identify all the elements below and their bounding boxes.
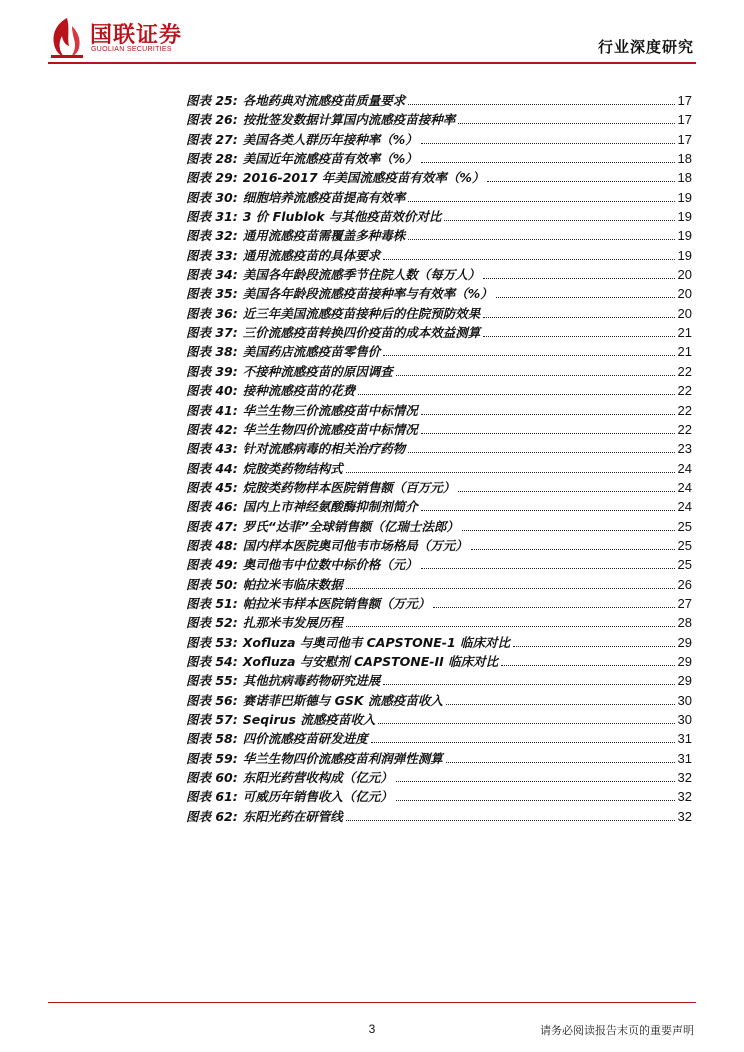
toc-dot-leader bbox=[383, 684, 674, 685]
toc-entry-title: 四价流感疫苗研发进度 bbox=[242, 731, 368, 747]
toc-entry-page: 32 bbox=[677, 770, 692, 786]
toc-entry-label: 图表 50: bbox=[186, 576, 238, 592]
toc-entry-page: 20 bbox=[677, 305, 692, 321]
company-logo bbox=[48, 16, 198, 58]
toc-entry-page: 22 bbox=[677, 421, 692, 437]
toc-entry-page: 29 bbox=[677, 673, 692, 689]
toc-entry[interactable] bbox=[186, 362, 692, 381]
toc-entry-title: 华兰生物四价流感疫苗中标情况 bbox=[242, 421, 418, 437]
toc-entry[interactable] bbox=[186, 110, 692, 129]
toc-dot-leader bbox=[396, 800, 675, 801]
toc-entry[interactable] bbox=[186, 304, 692, 323]
toc-entry-label: 图表 32: bbox=[186, 228, 238, 244]
toc-entry-page: 32 bbox=[677, 789, 692, 805]
toc-dot-leader bbox=[421, 510, 675, 511]
toc-entry[interactable] bbox=[186, 342, 692, 361]
toc-entry-page: 30 bbox=[677, 692, 692, 708]
toc-entry-label: 图表 49: bbox=[186, 557, 238, 573]
toc-dot-leader bbox=[383, 259, 674, 260]
toc-entry[interactable] bbox=[186, 168, 692, 187]
toc-entry[interactable] bbox=[186, 459, 692, 478]
toc-entry-title: 东阳光药在研管线 bbox=[242, 808, 343, 824]
toc-dot-leader bbox=[483, 317, 674, 318]
toc-entry[interactable] bbox=[186, 517, 692, 536]
toc-entry[interactable] bbox=[186, 768, 692, 787]
toc-entry[interactable] bbox=[186, 439, 692, 458]
toc-dot-leader bbox=[421, 568, 675, 569]
toc-entry-label: 图表 61: bbox=[186, 789, 238, 805]
toc-entry-title: 东阳光药营收构成（亿元） bbox=[242, 770, 393, 786]
toc-entry-label: 图表 39: bbox=[186, 363, 238, 379]
toc-entry-title: Seqirus 流感疫苗收入 bbox=[242, 712, 376, 727]
toc-entry-page: 19 bbox=[677, 228, 692, 244]
toc-dot-leader bbox=[446, 762, 675, 763]
toc-dot-leader bbox=[462, 530, 675, 531]
toc-entry-label: 图表 31: bbox=[186, 209, 238, 225]
toc-entry-label: 图表 47: bbox=[186, 518, 238, 534]
toc-entry-page: 24 bbox=[677, 460, 692, 476]
toc-entry-title: 3 价 Flublok 与其他疫苗效价对比 bbox=[242, 209, 442, 225]
toc-entry-label: 图表 37: bbox=[186, 325, 238, 341]
toc-entry-label: 图表 42: bbox=[186, 421, 238, 437]
toc-entry-label: 图表 44: bbox=[186, 460, 238, 476]
toc-entry-title: 美国各年龄段流感季节住院人数（每万人） bbox=[242, 267, 481, 283]
toc-entry-label: 图表 33: bbox=[186, 247, 238, 263]
toc-entry-page: 19 bbox=[677, 209, 692, 225]
toc-entry-title: 华兰生物四价流感疫苗利润弹性测算 bbox=[242, 750, 443, 766]
toc-dot-leader bbox=[458, 491, 674, 492]
toc-entry-title: Xofluza 与安慰剂 CAPSTONE-II 临床对比 bbox=[242, 653, 499, 669]
toc-entry-page: 24 bbox=[677, 479, 692, 495]
toc-entry-label: 图表 48: bbox=[186, 537, 238, 553]
toc-dot-leader bbox=[496, 297, 675, 298]
toc-dot-leader bbox=[421, 162, 675, 163]
toc-dot-leader bbox=[408, 104, 674, 105]
toc-entry-title: 可威历年销售收入（亿元） bbox=[242, 789, 393, 805]
toc-entry-title: 不接种流感疫苗的原因调查 bbox=[242, 363, 393, 379]
toc-dot-leader bbox=[346, 472, 675, 473]
toc-dot-leader bbox=[458, 123, 674, 124]
toc-entry[interactable] bbox=[186, 91, 692, 110]
toc-entry-page: 26 bbox=[677, 576, 692, 592]
toc-entry-page: 17 bbox=[677, 112, 692, 128]
toc-entry-title: 赛诺菲巴斯德与 GSK 流感疫苗收入 bbox=[242, 692, 443, 708]
toc-entry-page: 22 bbox=[677, 402, 692, 418]
toc-entry[interactable] bbox=[186, 149, 692, 168]
toc-entry-title: 华兰生物三价流感疫苗中标情况 bbox=[242, 402, 418, 418]
toc-entry-label: 图表 40: bbox=[186, 383, 238, 399]
toc-entry-page: 29 bbox=[677, 634, 692, 650]
toc-dot-leader bbox=[487, 181, 674, 182]
toc-entry-page: 30 bbox=[677, 712, 692, 727]
toc-entry-label: 图表 45: bbox=[186, 479, 238, 495]
toc-entry[interactable] bbox=[186, 246, 692, 265]
toc-dot-leader bbox=[378, 723, 674, 724]
toc-entry-page: 21 bbox=[677, 344, 692, 360]
toc-entry[interactable] bbox=[186, 323, 692, 342]
toc-entry-label: 图表 38: bbox=[186, 344, 238, 360]
toc-entry[interactable] bbox=[186, 710, 692, 729]
toc-entry-label: 图表 35: bbox=[186, 286, 238, 302]
toc-entry-page: 25 bbox=[677, 537, 692, 553]
toc-entry[interactable] bbox=[186, 478, 692, 497]
toc-entry-label: 图表 46: bbox=[186, 499, 238, 515]
toc-entry-page: 27 bbox=[677, 595, 692, 611]
toc-dot-leader bbox=[421, 414, 675, 415]
toc-entry[interactable] bbox=[186, 284, 692, 303]
toc-dot-leader bbox=[396, 375, 675, 376]
toc-dot-leader bbox=[358, 394, 674, 395]
toc-entry[interactable] bbox=[186, 226, 692, 245]
toc-entry-page: 18 bbox=[677, 151, 692, 167]
toc-entry-label: 图表 29: bbox=[186, 170, 238, 186]
toc-dot-leader bbox=[346, 626, 675, 627]
toc-dot-leader bbox=[446, 704, 675, 705]
toc-dot-leader bbox=[471, 549, 675, 550]
toc-dot-leader bbox=[483, 336, 674, 337]
toc-entry-label: 图表 54: bbox=[186, 653, 238, 669]
toc-entry-page: 19 bbox=[677, 247, 692, 263]
toc-dot-leader bbox=[483, 278, 674, 279]
toc-entry-title: 扎那米韦发展历程 bbox=[242, 615, 343, 631]
toc-dot-leader bbox=[346, 820, 675, 821]
toc-entry-label: 图表 58: bbox=[186, 731, 238, 747]
toc-entry-page: 28 bbox=[677, 615, 692, 631]
toc-entry[interactable] bbox=[186, 420, 692, 439]
toc-entry-title: 2016-2017 年美国流感疫苗有效率（%） bbox=[242, 170, 485, 186]
toc-entry-title: Xofluza 与奥司他韦 CAPSTONE-1 临床对比 bbox=[242, 634, 511, 650]
toc-entry[interactable] bbox=[186, 575, 692, 594]
toc-entry-label: 图表 30: bbox=[186, 189, 238, 205]
footer-divider bbox=[48, 1002, 696, 1003]
toc-entry-page: 24 bbox=[677, 499, 692, 515]
toc-dot-leader bbox=[444, 220, 674, 221]
toc-entry-title: 近三年美国流感疫苗接种后的住院预防效果 bbox=[242, 305, 481, 321]
toc-entry-page: 20 bbox=[677, 286, 692, 302]
toc-entry[interactable] bbox=[186, 691, 692, 710]
toc-entry-title: 通用流感疫苗需覆盖多种毒株 bbox=[242, 228, 406, 244]
toc-entry-label: 图表 25: bbox=[186, 93, 238, 108]
toc-dot-leader bbox=[513, 646, 675, 647]
toc-entry-title: 通用流感疫苗的具体要求 bbox=[242, 247, 381, 263]
toc-entry-page: 31 bbox=[677, 750, 692, 766]
toc-dot-leader bbox=[421, 433, 675, 434]
toc-entry-label: 图表 55: bbox=[186, 673, 238, 689]
toc-entry-page: 31 bbox=[677, 731, 692, 747]
toc-entry-page: 22 bbox=[677, 363, 692, 379]
toc-dot-leader bbox=[501, 665, 674, 666]
toc-entry-page: 18 bbox=[677, 170, 692, 186]
toc-entry-title: 细胞培养流感疫苗提高有效率 bbox=[242, 189, 406, 205]
toc-entry-title: 国内样本医院奥司他韦市场格局（万元） bbox=[242, 537, 468, 553]
toc-dot-leader bbox=[346, 588, 675, 589]
toc-entry-title: 帕拉米韦临床数据 bbox=[242, 576, 343, 592]
toc-entry[interactable] bbox=[186, 265, 692, 284]
toc-entry[interactable] bbox=[186, 594, 692, 613]
toc-entry-label: 图表 52: bbox=[186, 615, 238, 631]
report-type: 行业深度研究 bbox=[597, 38, 694, 56]
toc-entry[interactable] bbox=[186, 207, 692, 226]
toc-entry-page: 32 bbox=[677, 808, 692, 824]
header-divider bbox=[48, 62, 696, 64]
toc-entry-label: 图表 57: bbox=[186, 712, 238, 727]
toc-entry-title: 美国各类人群历年接种率（%） bbox=[242, 131, 418, 147]
toc-entry-title: 奥司他韦中位数中标价格（元） bbox=[242, 557, 418, 573]
toc-entry-label: 图表 28: bbox=[186, 151, 238, 167]
toc-entry[interactable] bbox=[186, 652, 692, 671]
toc-dot-leader bbox=[408, 452, 674, 453]
toc-entry-title: 针对流感病毒的相关治疗药物 bbox=[242, 441, 406, 457]
logo-english-name: GUOLIAN SECURITIES bbox=[91, 46, 172, 53]
toc-entry-page: 25 bbox=[677, 518, 692, 534]
toc-entry[interactable] bbox=[186, 555, 692, 574]
toc-dot-leader bbox=[408, 201, 674, 202]
toc-dot-leader bbox=[383, 355, 674, 356]
toc-entry-title: 各地药典对流感疫苗质量要求 bbox=[242, 93, 406, 108]
toc-entry-label: 图表 62: bbox=[186, 808, 238, 824]
toc-entry[interactable] bbox=[186, 787, 692, 806]
flame-logo-icon bbox=[48, 16, 86, 58]
toc-entry-label: 图表 56: bbox=[186, 692, 238, 708]
toc-entry-page: 17 bbox=[677, 93, 692, 108]
toc-entry-title: 国内上市神经氨酸酶抑制剂简介 bbox=[242, 499, 418, 515]
toc-entry-title: 烷胺类药物样本医院销售额（百万元） bbox=[242, 479, 456, 495]
toc-entry[interactable] bbox=[186, 536, 692, 555]
toc-entry-page: 19 bbox=[677, 189, 692, 205]
toc-entry-title: 烷胺类药物结构式 bbox=[242, 460, 343, 476]
toc-entry-label: 图表 26: bbox=[186, 112, 238, 128]
toc-dot-leader bbox=[408, 239, 674, 240]
toc-dot-leader bbox=[371, 742, 675, 743]
toc-entry-label: 图表 27: bbox=[186, 131, 238, 147]
toc-entry[interactable] bbox=[186, 401, 692, 420]
page-number: 3 bbox=[368, 1022, 376, 1036]
toc-entry-page: 23 bbox=[677, 441, 692, 457]
toc-entry-label: 图表 36: bbox=[186, 305, 238, 321]
toc-entry[interactable] bbox=[186, 613, 692, 632]
page-header bbox=[0, 0, 744, 64]
toc-dot-leader bbox=[396, 781, 675, 782]
toc-entry[interactable] bbox=[186, 729, 692, 748]
figure-list bbox=[186, 91, 692, 826]
toc-entry-title: 美国近年流感疫苗有效率（%） bbox=[242, 151, 418, 167]
toc-entry-title: 接种流感疫苗的花费 bbox=[242, 383, 356, 399]
toc-dot-leader bbox=[421, 143, 675, 144]
toc-entry-title: 按批签发数据计算国内流感疫苗接种率 bbox=[242, 112, 456, 128]
toc-entry-title: 帕拉米韦样本医院销售额（万元） bbox=[242, 595, 431, 611]
toc-entry[interactable] bbox=[186, 633, 692, 652]
toc-entry[interactable] bbox=[186, 807, 692, 826]
toc-entry-label: 图表 41: bbox=[186, 402, 238, 418]
toc-entry-label: 图表 51: bbox=[186, 595, 238, 611]
toc-entry-label: 图表 53: bbox=[186, 634, 238, 650]
toc-entry-title: 其他抗病毒药物研究进展 bbox=[242, 673, 381, 689]
toc-entry-page: 20 bbox=[677, 267, 692, 283]
toc-entry[interactable] bbox=[186, 749, 692, 768]
disclaimer: 请务必阅读报告末页的重要声明 bbox=[540, 1024, 694, 1037]
toc-entry[interactable] bbox=[186, 497, 692, 516]
toc-entry-title: 美国各年龄段流感疫苗接种率与有效率（%） bbox=[242, 286, 493, 302]
toc-entry-page: 29 bbox=[677, 653, 692, 669]
toc-entry[interactable] bbox=[186, 188, 692, 207]
logo-chinese-name: 国联证券 bbox=[90, 23, 183, 48]
toc-entry-page: 17 bbox=[677, 131, 692, 147]
toc-entry-title: 三价流感疫苗转换四价疫苗的成本效益测算 bbox=[242, 325, 481, 341]
toc-entry-page: 25 bbox=[677, 557, 692, 573]
toc-entry[interactable] bbox=[186, 130, 692, 149]
toc-dot-leader bbox=[433, 607, 674, 608]
toc-entry-page: 21 bbox=[677, 325, 692, 341]
toc-entry-title: 罗氏“达菲”全球销售额（亿瑞士法郎） bbox=[242, 518, 459, 534]
toc-entry-title: 美国药店流感疫苗零售价 bbox=[242, 344, 381, 360]
toc-entry[interactable] bbox=[186, 671, 692, 690]
toc-entry-label: 图表 43: bbox=[186, 441, 238, 457]
toc-entry-label: 图表 60: bbox=[186, 770, 238, 786]
toc-entry-page: 22 bbox=[677, 383, 692, 399]
toc-entry-label: 图表 59: bbox=[186, 750, 238, 766]
toc-entry-label: 图表 34: bbox=[186, 267, 238, 283]
toc-entry[interactable] bbox=[186, 381, 692, 400]
